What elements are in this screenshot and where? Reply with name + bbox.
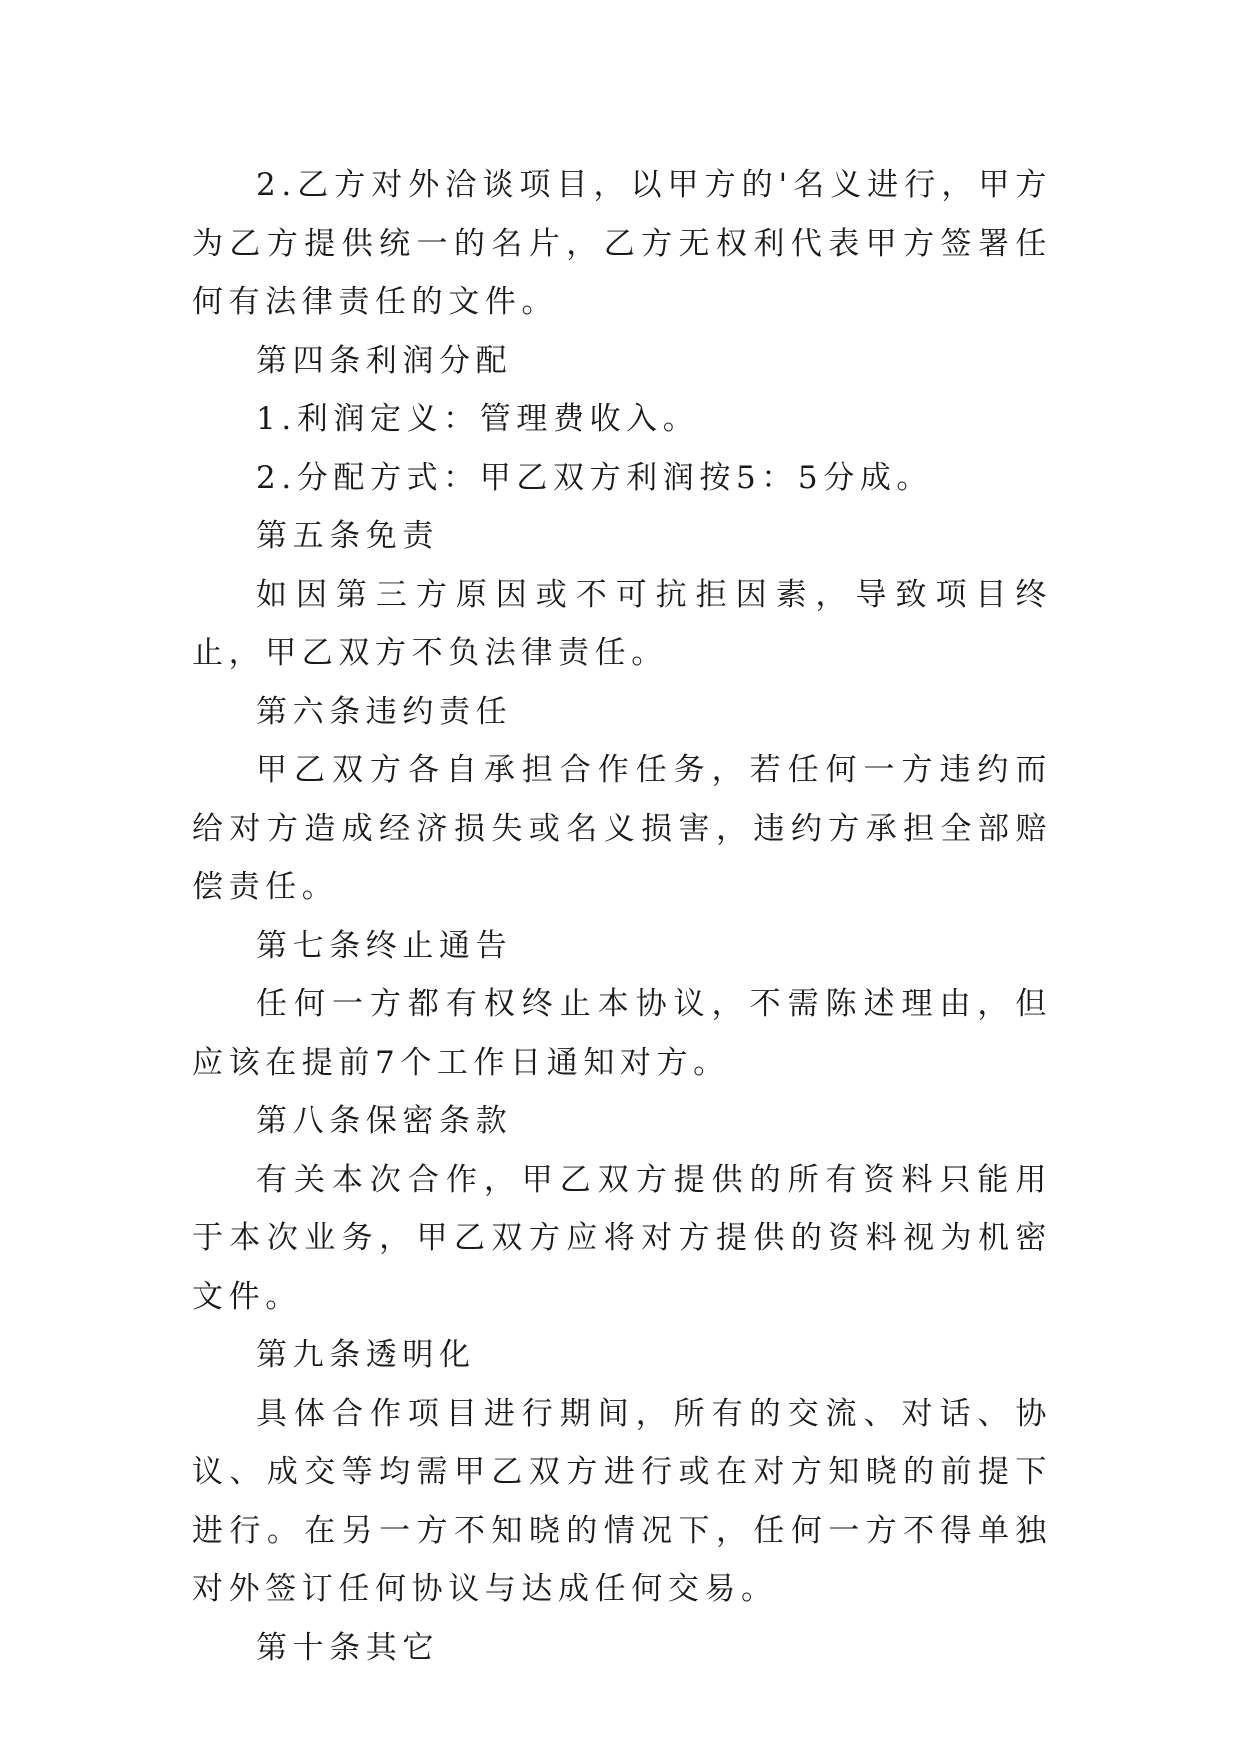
clause-4-item-2: 2.分配方式：甲乙双方利润按5：5分成。 <box>256 459 934 496</box>
section-heading-4: 第四条利润分配 <box>256 342 513 379</box>
section-heading-6: 第六条违约责任 <box>256 693 513 730</box>
section-heading-8: 第八条保密条款 <box>256 1103 513 1139</box>
section-heading-9: 第九条透明化 <box>256 1337 476 1373</box>
clause-8-text: 有关本次合作，甲乙双方提供的所有资料只能用于本次业务，甲乙双方应将对方提供的资料视为机密文件。 <box>192 1161 1052 1315</box>
clause-9-text: 具体合作项目进行期间，所有的交流、对话、协议、成交等均需甲乙双方进行或在对方知晓的前提下进行。在另一方不知晓的情况下，任何一方不得单独对外签订任何协议与达成任何交易。 <box>192 1395 1052 1607</box>
document-body <box>192 156 1052 1677</box>
section-heading-7: 第七条终止通告 <box>256 927 513 964</box>
section-heading-5: 第五条免责 <box>256 518 439 554</box>
clause-6-text: 甲乙双方各自承担合作任务，若任何一方违约而给对方造成经济损失或名义损害，违约方承担全部赔偿责任。 <box>192 752 1052 905</box>
clause-3-item-2: 2.乙方对外洽谈项目，以甲方的'名义进行，甲方为乙方提供统一的名片，乙方无权利代表甲方签署任何有法律责任的文件。 <box>192 167 1052 320</box>
section-heading-10: 第十条其它 <box>256 1629 439 1666</box>
clause-7-text: 任何一方都有权终止本协议，不需陈述理由，但应该在提前7个工作日通知对方。 <box>192 986 1052 1081</box>
clause-5-text: 如因第三方原因或不可抗拒因素，导致项目终止，甲乙双方不负法律责任。 <box>192 576 1052 671</box>
clause-4-item-1: 1.利润定义：管理费收入。 <box>256 401 700 437</box>
